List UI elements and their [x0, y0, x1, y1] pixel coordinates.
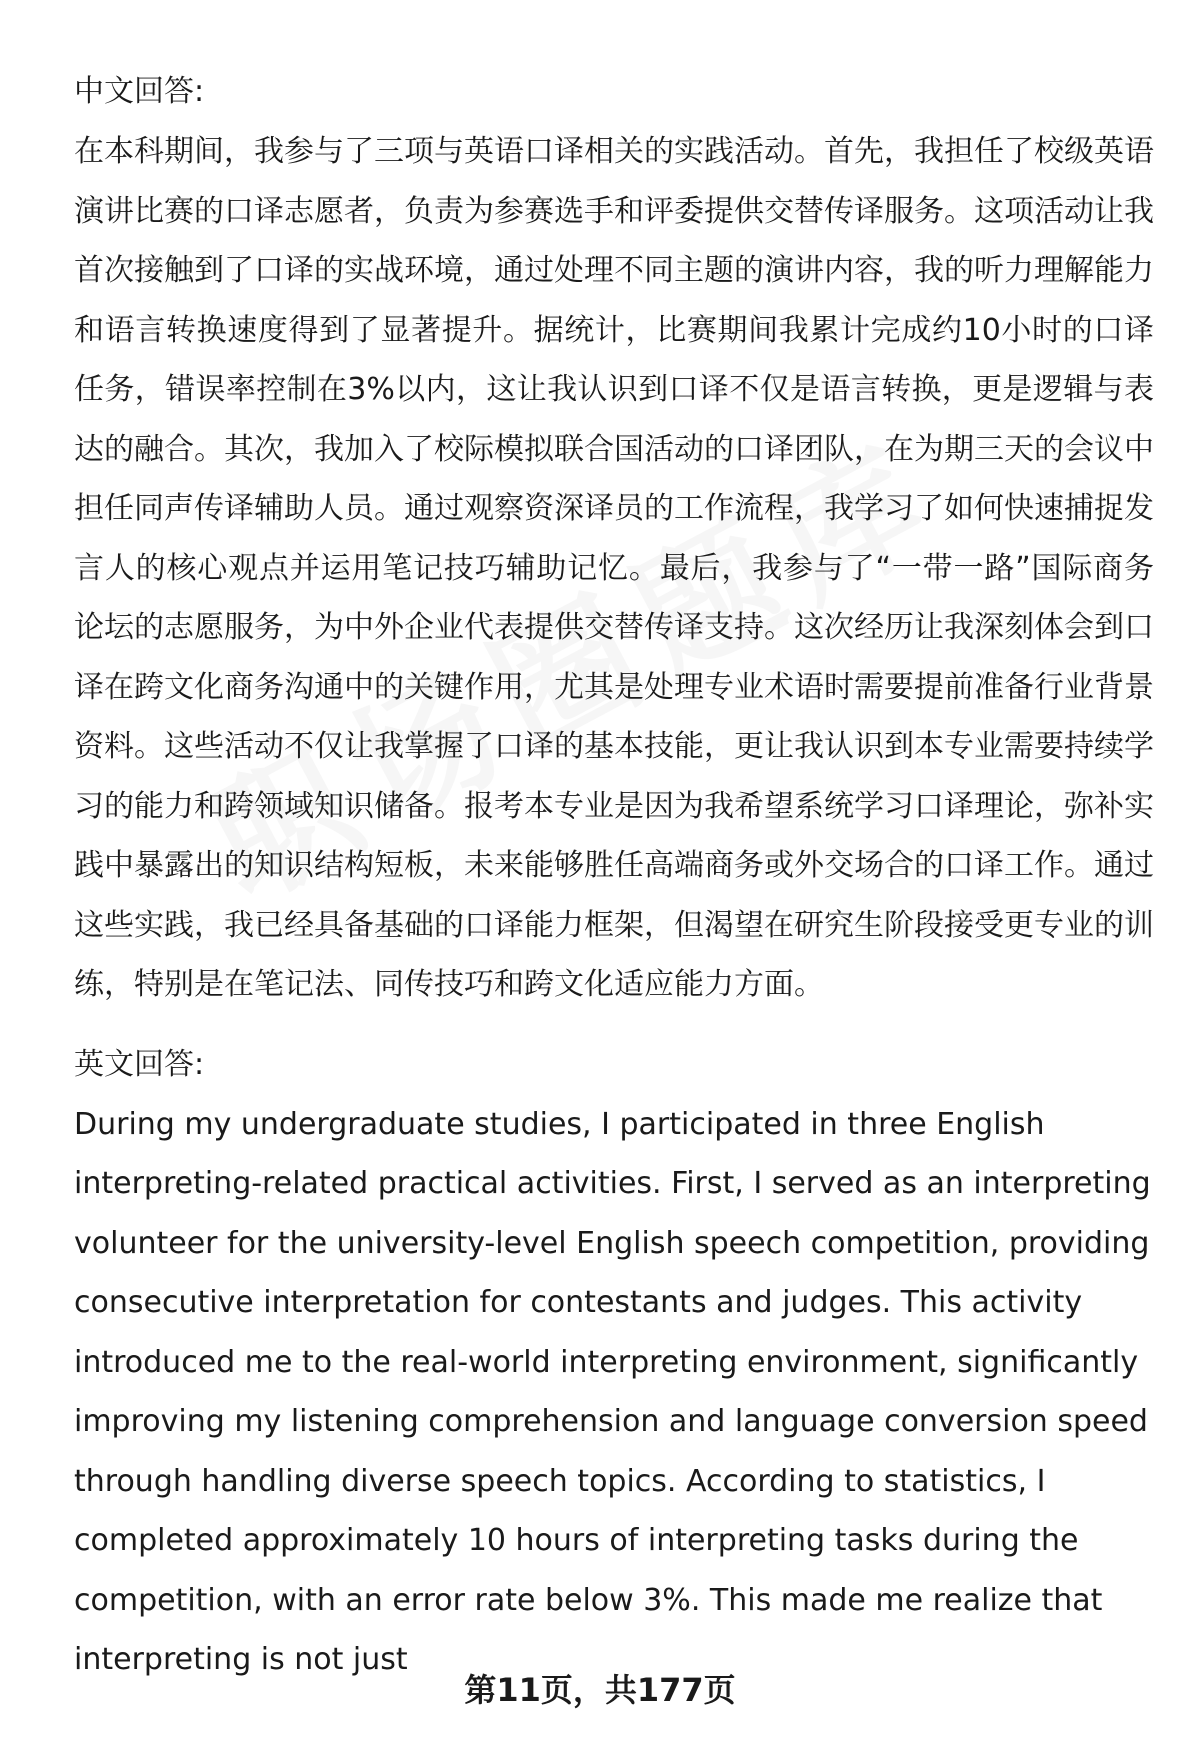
document-body: [74, 62, 1154, 1690]
page-number-footer: 第11页，共177页: [464, 1671, 736, 1709]
chinese-answer-paragraph: 在本科期间，我参与了三项与英语口译相关的实践活动。首先，我担任了校级英语演讲比赛的口译志愿者，负责为参赛选手和评委提供交替传译服务。这项活动让我首次接触到了口译的实战环境，通过处理不同主题的演讲内容，我的听力理解能力和语言转换速度得到了显著提升。据统计，比赛期间我累计完成约10小时的口译任务，错误率控制在3%以内，这让我认识到口译不仅是语言转换，更是逻辑与表达的融合。其次，我加入了校际模拟联合国活动的口译团队，在为期三天的会议中担任同声传译辅助人员。通过观察资深译员的工作流程，我学习了如何快速捕捉发言人的核心观点并运用笔记技巧辅助记忆。最后，我参与了“一带一路”国际商务论坛的志愿服务，为中外企业代表提供交替传译支持。这次经历让我深刻体会到口译在跨文化商务沟通中的关键作用，尤其是处理专业术语时需要提前准备行业背景资料。这些活动不仅让我掌握了口译的基本技能，更让我认识到本专业需要持续学习的能力和跨领域知识储备。报考本专业是因为我希望系统学习口译理论，弥补实践中暴露出的知识结构短板，未来能够胜任高端商务或外交场合的口译工作。通过这些实践，我已经具备基础的口译能力框架，但渴望在研究生阶段接受更专业的训练，特别是在笔记法、同传技巧和跨文化适应能力方面。: [74, 134, 1154, 1002]
english-answer-label: 英文回答:: [74, 1046, 205, 1082]
chinese-answer-label: 中文回答:: [74, 74, 205, 109]
english-answer-paragraph: During my undergraduate studies, I participated in three English interpreting-related practical activities. First, I served as an interpreting volunteer for the university-level English speech competition, providing consecutive interpretation for contestants and judges. This activity introduced me to the real-world interpreting environment, significantly improving my listening comprehension and language conversion speed through handling diverse speech topics. According to statistics, I completed approximately 10 hours of interpreting tasks during the competition, with an error rate below 3%. This made me realize that interpreting is not just: [74, 1106, 1151, 1677]
